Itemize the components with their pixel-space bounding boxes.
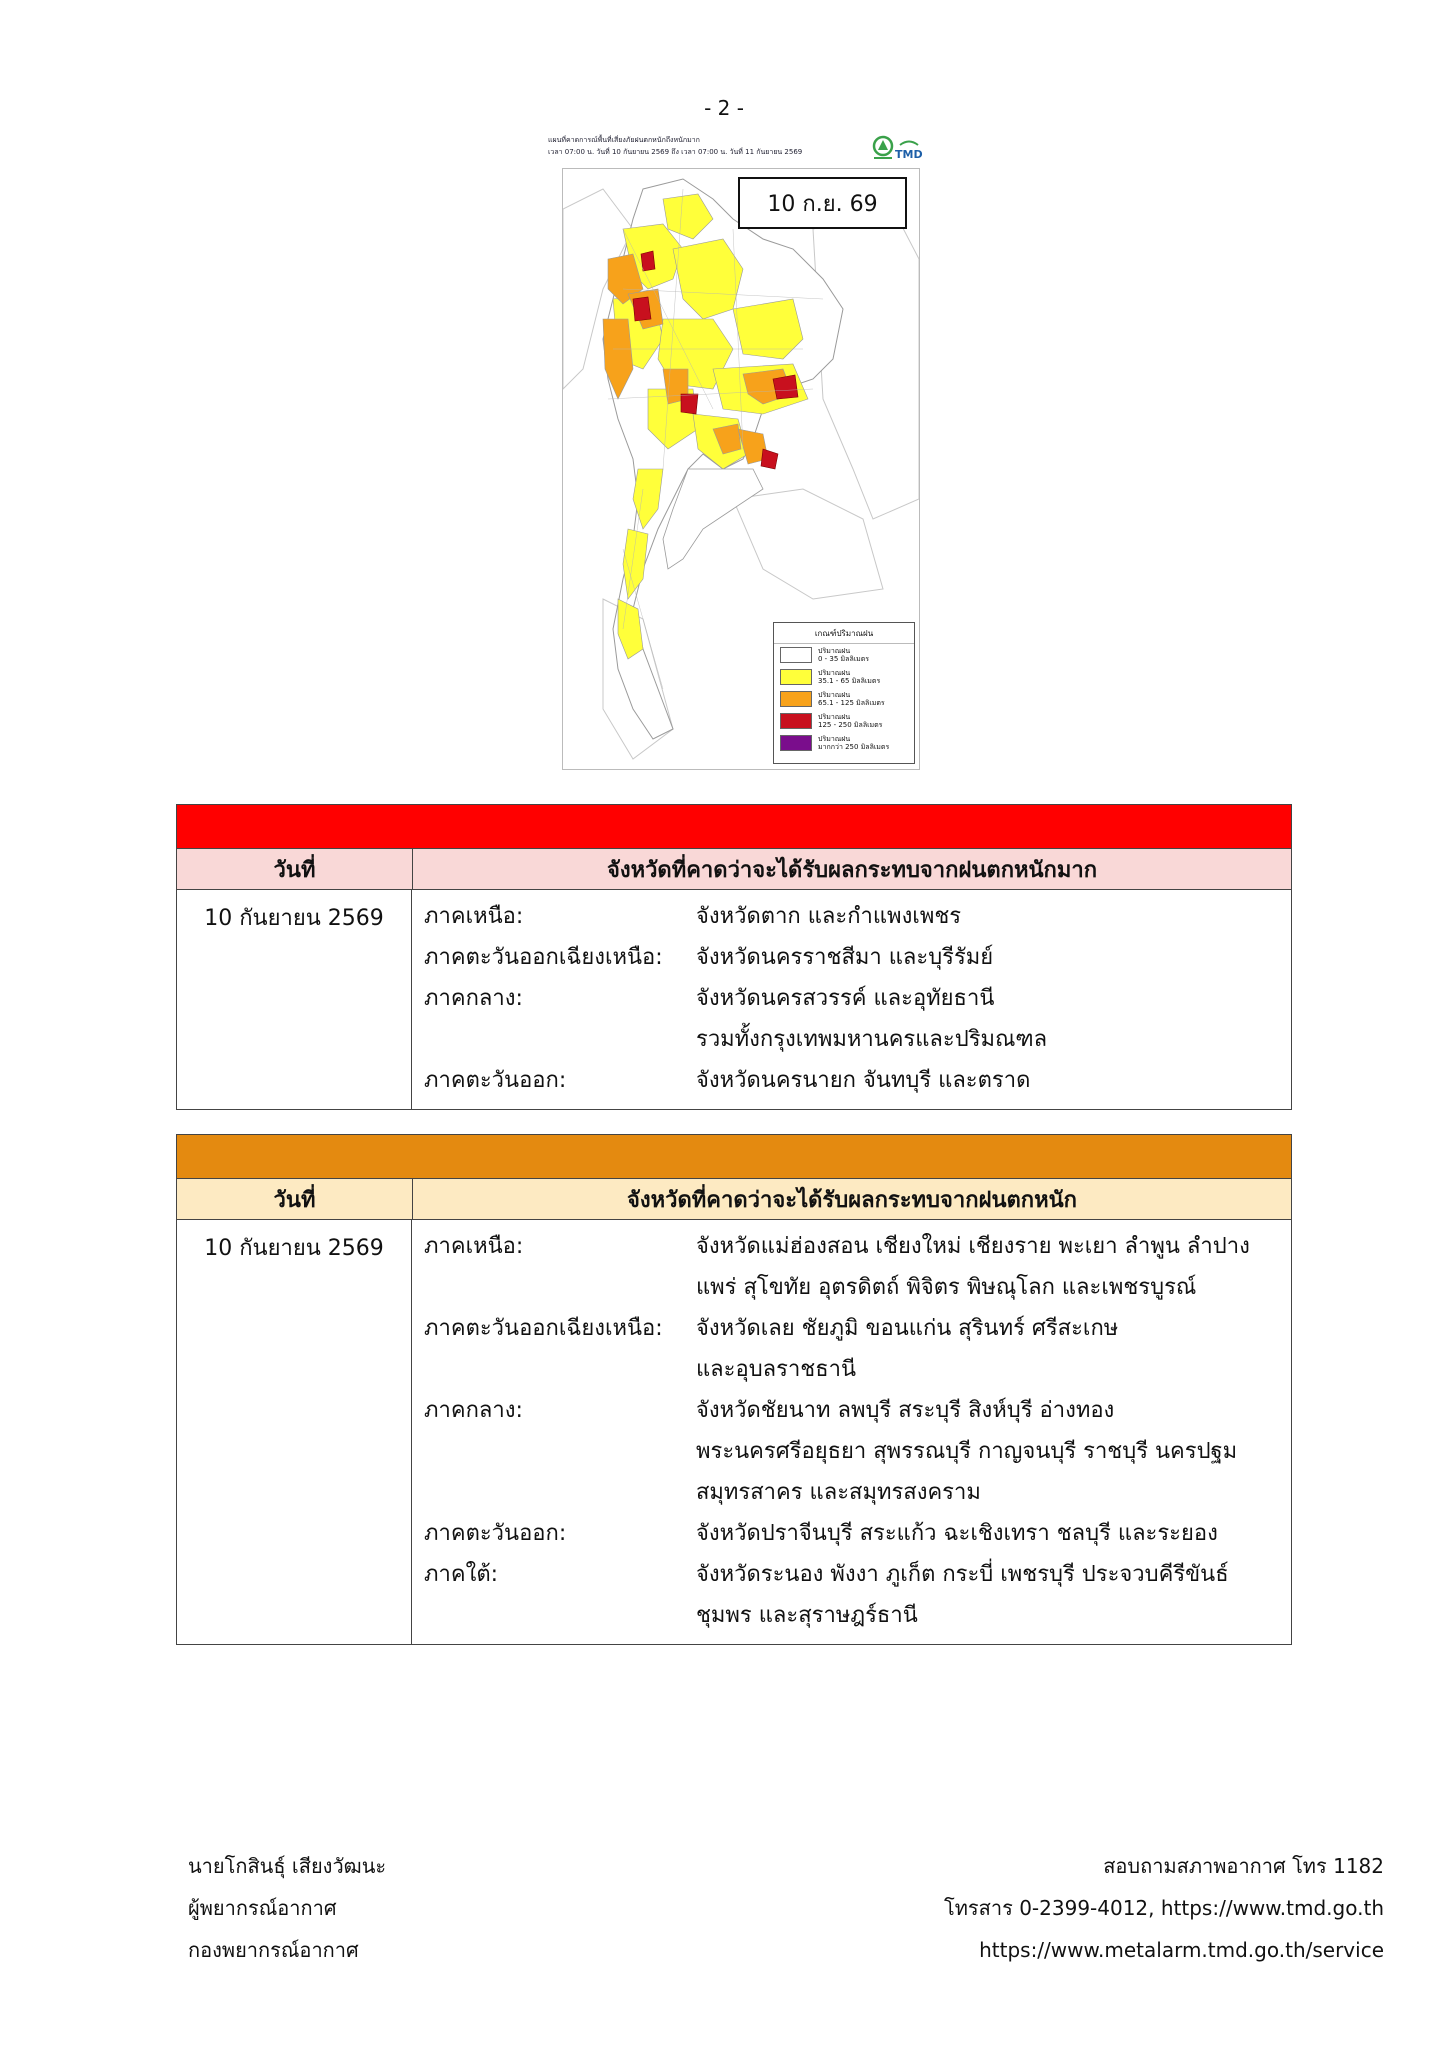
legend-item <box>774 644 914 666</box>
tmd-logo-text: TMD <box>895 148 923 161</box>
region-name: ภาคตะวันออก: <box>424 1068 567 1093</box>
map-header <box>540 132 923 168</box>
contact-fax-website: โทรสาร 0-2399-4012, https://www.tmd.go.th <box>944 1896 1384 1920</box>
region-name: ภาคกลาง: <box>424 986 523 1011</box>
region-name <box>424 1019 696 1060</box>
legend-label-line2: 0 - 35 มิลลิเมตร <box>818 655 870 663</box>
region-provinces: แพร่ สุโขทัย อุตรดิตถ์ พิจิตร พิษณุโลก และเพชรบูรณ์ <box>696 1275 1197 1300</box>
region-provinces: จังหวัดนครนายก จันทบุรี และตราด <box>696 1068 1031 1093</box>
map-date-box: 10 ก.ย. 69 <box>738 177 907 229</box>
legend-label <box>818 647 869 663</box>
region-provinces: จังหวัดชัยนาท ลพบุรี สระบุรี สิงห์บุรี อ่างทอง <box>696 1398 1115 1423</box>
region-line <box>424 1019 1291 1060</box>
region-name: ภาคเหนือ: <box>424 904 524 929</box>
table-header <box>177 1179 1291 1220</box>
legend-label-line2: 35.1 - 65 มิลลิเมตร <box>818 677 881 685</box>
heavy-rain-banner <box>177 1135 1291 1179</box>
region-name <box>424 1595 696 1636</box>
region-provinces: ชุมพร และสุราษฎร์ธานี <box>696 1603 918 1628</box>
legend-label-line2: มากกว่า 250 มิลลิเมตร <box>818 743 890 751</box>
region-line <box>424 1554 1291 1595</box>
region-line <box>424 1431 1291 1472</box>
legend-label <box>818 691 885 707</box>
map-title: แผนที่คาดการณ์พื้นที่เสี่ยงภัยฝนตกหนักถึงหนักมาก <box>548 136 700 144</box>
region-provinces: รวมทั้งกรุงเทพมหานครและปริมณฑล <box>696 1027 1048 1052</box>
agency-logo-icon <box>870 134 896 162</box>
legend-label-line2: 65.1 - 125 มิลลิเมตร <box>818 699 885 707</box>
region-line <box>424 1060 1291 1101</box>
region-line <box>424 1349 1291 1390</box>
very-heavy-rain-table <box>176 804 1292 1110</box>
row-regions <box>412 1220 1291 1644</box>
legend-swatch <box>780 669 812 685</box>
legend-item <box>774 732 914 754</box>
region-line <box>424 1390 1291 1431</box>
tmd-logo-icon <box>894 136 924 162</box>
region-line <box>424 1595 1291 1636</box>
legend-label-line1: ปริมาณฝน <box>818 669 851 677</box>
contact-service-url: https://www.metalarm.tmd.go.th/service <box>979 1938 1384 1962</box>
legend-item <box>774 710 914 732</box>
region-provinces: สมุทรสาคร และสมุทรสงคราม <box>696 1480 981 1505</box>
region-name: ภาคใต้: <box>424 1562 499 1587</box>
table-header <box>177 849 1291 890</box>
region-provinces: จังหวัดเลย ชัยภูมิ ขอนแก่น สุรินทร์ ศรีสะเกษ <box>696 1316 1119 1341</box>
region-line <box>424 937 1291 978</box>
column-header-date: วันที่ <box>177 849 413 889</box>
region-provinces: จังหวัดตาก และกำแพงเพชร <box>696 904 962 929</box>
rainfall-map-figure <box>540 132 923 772</box>
legend-item <box>774 666 914 688</box>
legend-swatch <box>780 735 812 751</box>
row-date: 10 กันยายน 2569 <box>177 890 412 1109</box>
region-provinces: จังหวัดปราจีนบุรี สระแก้ว ฉะเชิงเทรา ชลบุรี และระยอง <box>696 1521 1218 1546</box>
region-provinces: และอุบลราชธานี <box>696 1357 857 1382</box>
column-header-provinces: จังหวัดที่คาดว่าจะได้รับผลกระทบจากฝนตกหนักมาก <box>606 857 1098 883</box>
legend-label <box>818 669 880 685</box>
region-name <box>424 1431 696 1472</box>
column-header-date: วันที่ <box>177 1179 413 1219</box>
contact-phone: สอบถามสภาพอากาศ โทร 1182 <box>1103 1854 1384 1878</box>
legend-item <box>774 688 914 710</box>
legend-label-line1: ปริมาณฝน <box>818 735 851 743</box>
row-date: 10 กันยายน 2569 <box>177 1220 412 1644</box>
region-name: ภาคเหนือ: <box>424 1234 524 1259</box>
region-line <box>424 896 1291 937</box>
region-provinces: จังหวัดระนอง พังงา ภูเก็ต กระบี่ เพชรบุรี ประจวบคีรีขันธ์ <box>696 1562 1229 1587</box>
region-name: ภาคตะวันออกเฉียงเหนือ: <box>424 945 663 970</box>
very-heavy-rain-banner <box>177 805 1291 849</box>
region-line <box>424 1513 1291 1554</box>
forecaster-title: ผู้พยากรณ์อากาศ <box>188 1896 337 1920</box>
legend-label-line2: 125 - 250 มิลลิเมตร <box>818 721 883 729</box>
forecaster-name: นายโกสินธุ์ เสียงวัฒนะ <box>188 1854 387 1878</box>
legend-label-line1: ปริมาณฝน <box>818 691 851 699</box>
region-name: ภาคตะวันออกเฉียงเหนือ: <box>424 1316 663 1341</box>
map-legend <box>773 622 915 764</box>
region-name: ภาคตะวันออก: <box>424 1521 567 1546</box>
region-provinces: พระนครศรีอยุธยา สุพรรณบุรี กาญจนบุรี ราชบุรี นครปฐม <box>696 1439 1238 1464</box>
legend-swatch <box>780 713 812 729</box>
legend-title: เกณฑ์ปริมาณฝน <box>774 623 914 644</box>
forecaster-signature-block <box>188 1845 386 1971</box>
legend-swatch <box>780 691 812 707</box>
row-regions <box>412 890 1291 1109</box>
table-row <box>177 1220 1291 1644</box>
table-row <box>177 890 1291 1109</box>
region-name <box>424 1349 696 1390</box>
region-line <box>424 1308 1291 1349</box>
heavy-rain-table <box>176 1134 1292 1645</box>
legend-swatch <box>780 647 812 663</box>
region-line <box>424 1226 1291 1267</box>
legend-label <box>818 713 882 729</box>
region-name: ภาคกลาง: <box>424 1398 523 1423</box>
thailand-rainfall-map <box>562 168 920 770</box>
region-provinces: จังหวัดนครราชสีมา และบุรีรัมย์ <box>696 945 994 970</box>
column-header-provinces: จังหวัดที่คาดว่าจะได้รับผลกระทบจากฝนตกหนัก <box>627 1187 1077 1213</box>
region-name <box>424 1267 696 1308</box>
legend-label <box>818 735 889 751</box>
legend-label-line1: ปริมาณฝน <box>818 713 851 721</box>
region-line <box>424 1267 1291 1308</box>
region-line <box>424 978 1291 1019</box>
region-name <box>424 1472 696 1513</box>
region-line <box>424 1472 1291 1513</box>
forecaster-division: กองพยากรณ์อากาศ <box>188 1938 359 1962</box>
page-number: - 2 - <box>704 96 744 120</box>
region-provinces: จังหวัดแม่ฮ่องสอน เชียงใหม่ เชียงราย พะเยา ลำพูน ลำปาง <box>696 1234 1250 1259</box>
legend-label-line1: ปริมาณฝน <box>818 647 851 655</box>
contact-block <box>944 1845 1384 1971</box>
map-subtitle: เวลา 07:00 น. วันที่ 10 กันยายน 2569 ถึง เวลา 07:00 น. วันที่ 11 กันยายน 2569 <box>548 148 803 156</box>
region-provinces: จังหวัดนครสวรรค์ และอุทัยธานี <box>696 986 995 1011</box>
